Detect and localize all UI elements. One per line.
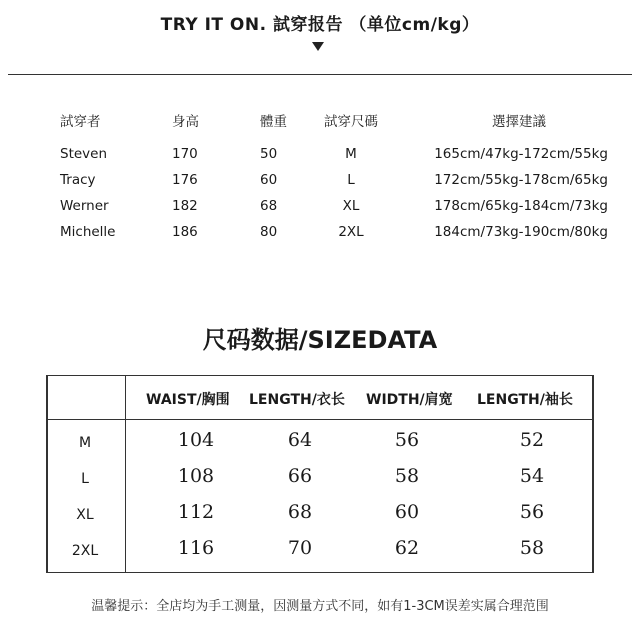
header-length: LENGTH/衣长 bbox=[249, 392, 345, 408]
tester-weight: 50 bbox=[260, 146, 278, 162]
tester-height: 182 bbox=[172, 198, 198, 214]
try-on-header-row bbox=[0, 110, 640, 130]
sleeve-value: 54 bbox=[519, 465, 545, 487]
length-value: 68 bbox=[287, 501, 313, 523]
waist-value: 116 bbox=[177, 537, 215, 559]
tester-name: Tracy bbox=[60, 172, 96, 188]
report-title: TRY IT ON. 試穿报告 （单位cm/kg） bbox=[160, 15, 480, 35]
header-height: 身高 bbox=[172, 114, 199, 130]
sleeve-value: 56 bbox=[519, 501, 545, 523]
tester-height: 176 bbox=[172, 172, 198, 188]
size-label: XL bbox=[76, 507, 94, 523]
table-row bbox=[0, 429, 640, 453]
divider bbox=[8, 74, 632, 75]
tester-name: Steven bbox=[60, 146, 108, 162]
tester-weight: 60 bbox=[260, 172, 278, 188]
down-triangle-icon bbox=[312, 42, 324, 51]
tester-height: 170 bbox=[172, 146, 198, 162]
header-size: 試穿尺碼 bbox=[324, 114, 378, 130]
tester-name: Werner bbox=[60, 198, 109, 214]
table-row bbox=[0, 172, 640, 192]
table-row bbox=[0, 465, 640, 489]
header-waist: WAIST/胸围 bbox=[146, 392, 230, 408]
tester-size: XL bbox=[342, 198, 360, 214]
waist-value: 104 bbox=[177, 429, 215, 451]
tester-size: 2XL bbox=[338, 224, 364, 240]
length-value: 66 bbox=[287, 465, 313, 487]
sleeve-value: 58 bbox=[519, 537, 545, 559]
width-value: 56 bbox=[394, 429, 420, 451]
sleeve-value: 52 bbox=[519, 429, 545, 451]
tester-weight: 80 bbox=[260, 224, 278, 240]
header-tester: 試穿者 bbox=[60, 114, 101, 130]
tester-size: L bbox=[347, 172, 355, 188]
size-data-title: 尺码数据/SIZEDATA bbox=[202, 326, 438, 354]
size-recommendation: 172cm/55kg-178cm/65kg bbox=[434, 172, 608, 188]
table-divider bbox=[46, 419, 594, 420]
measurement-note: 温馨提示：全店均为手工测量，因测量方式不同，如有1-3CM误差实属合理范围 bbox=[91, 599, 549, 614]
table-row bbox=[0, 198, 640, 218]
size-recommendation: 178cm/65kg-184cm/73kg bbox=[434, 198, 608, 214]
width-value: 62 bbox=[394, 537, 420, 559]
width-value: 60 bbox=[394, 501, 420, 523]
size-label: L bbox=[81, 471, 89, 487]
tester-height: 186 bbox=[172, 224, 198, 240]
header-width: WIDTH/肩宽 bbox=[366, 392, 453, 408]
table-row bbox=[0, 146, 640, 166]
header-sleeve: LENGTH/袖长 bbox=[477, 392, 573, 408]
length-value: 70 bbox=[287, 537, 313, 559]
waist-value: 108 bbox=[177, 465, 215, 487]
tester-weight: 68 bbox=[260, 198, 278, 214]
table-row bbox=[0, 537, 640, 561]
tester-size: M bbox=[345, 146, 357, 162]
size-label: M bbox=[78, 435, 92, 451]
size-label: 2XL bbox=[71, 543, 99, 559]
header-recommendation: 選擇建議 bbox=[492, 114, 546, 130]
tester-name: Michelle bbox=[60, 224, 116, 240]
size-recommendation: 184cm/73kg-190cm/80kg bbox=[434, 224, 608, 240]
header-weight: 體重 bbox=[260, 114, 287, 130]
length-value: 64 bbox=[287, 429, 313, 451]
waist-value: 112 bbox=[177, 501, 215, 523]
width-value: 58 bbox=[394, 465, 420, 487]
size-recommendation: 165cm/47kg-172cm/55kg bbox=[434, 146, 608, 162]
table-row bbox=[0, 501, 640, 525]
table-row bbox=[0, 224, 640, 244]
